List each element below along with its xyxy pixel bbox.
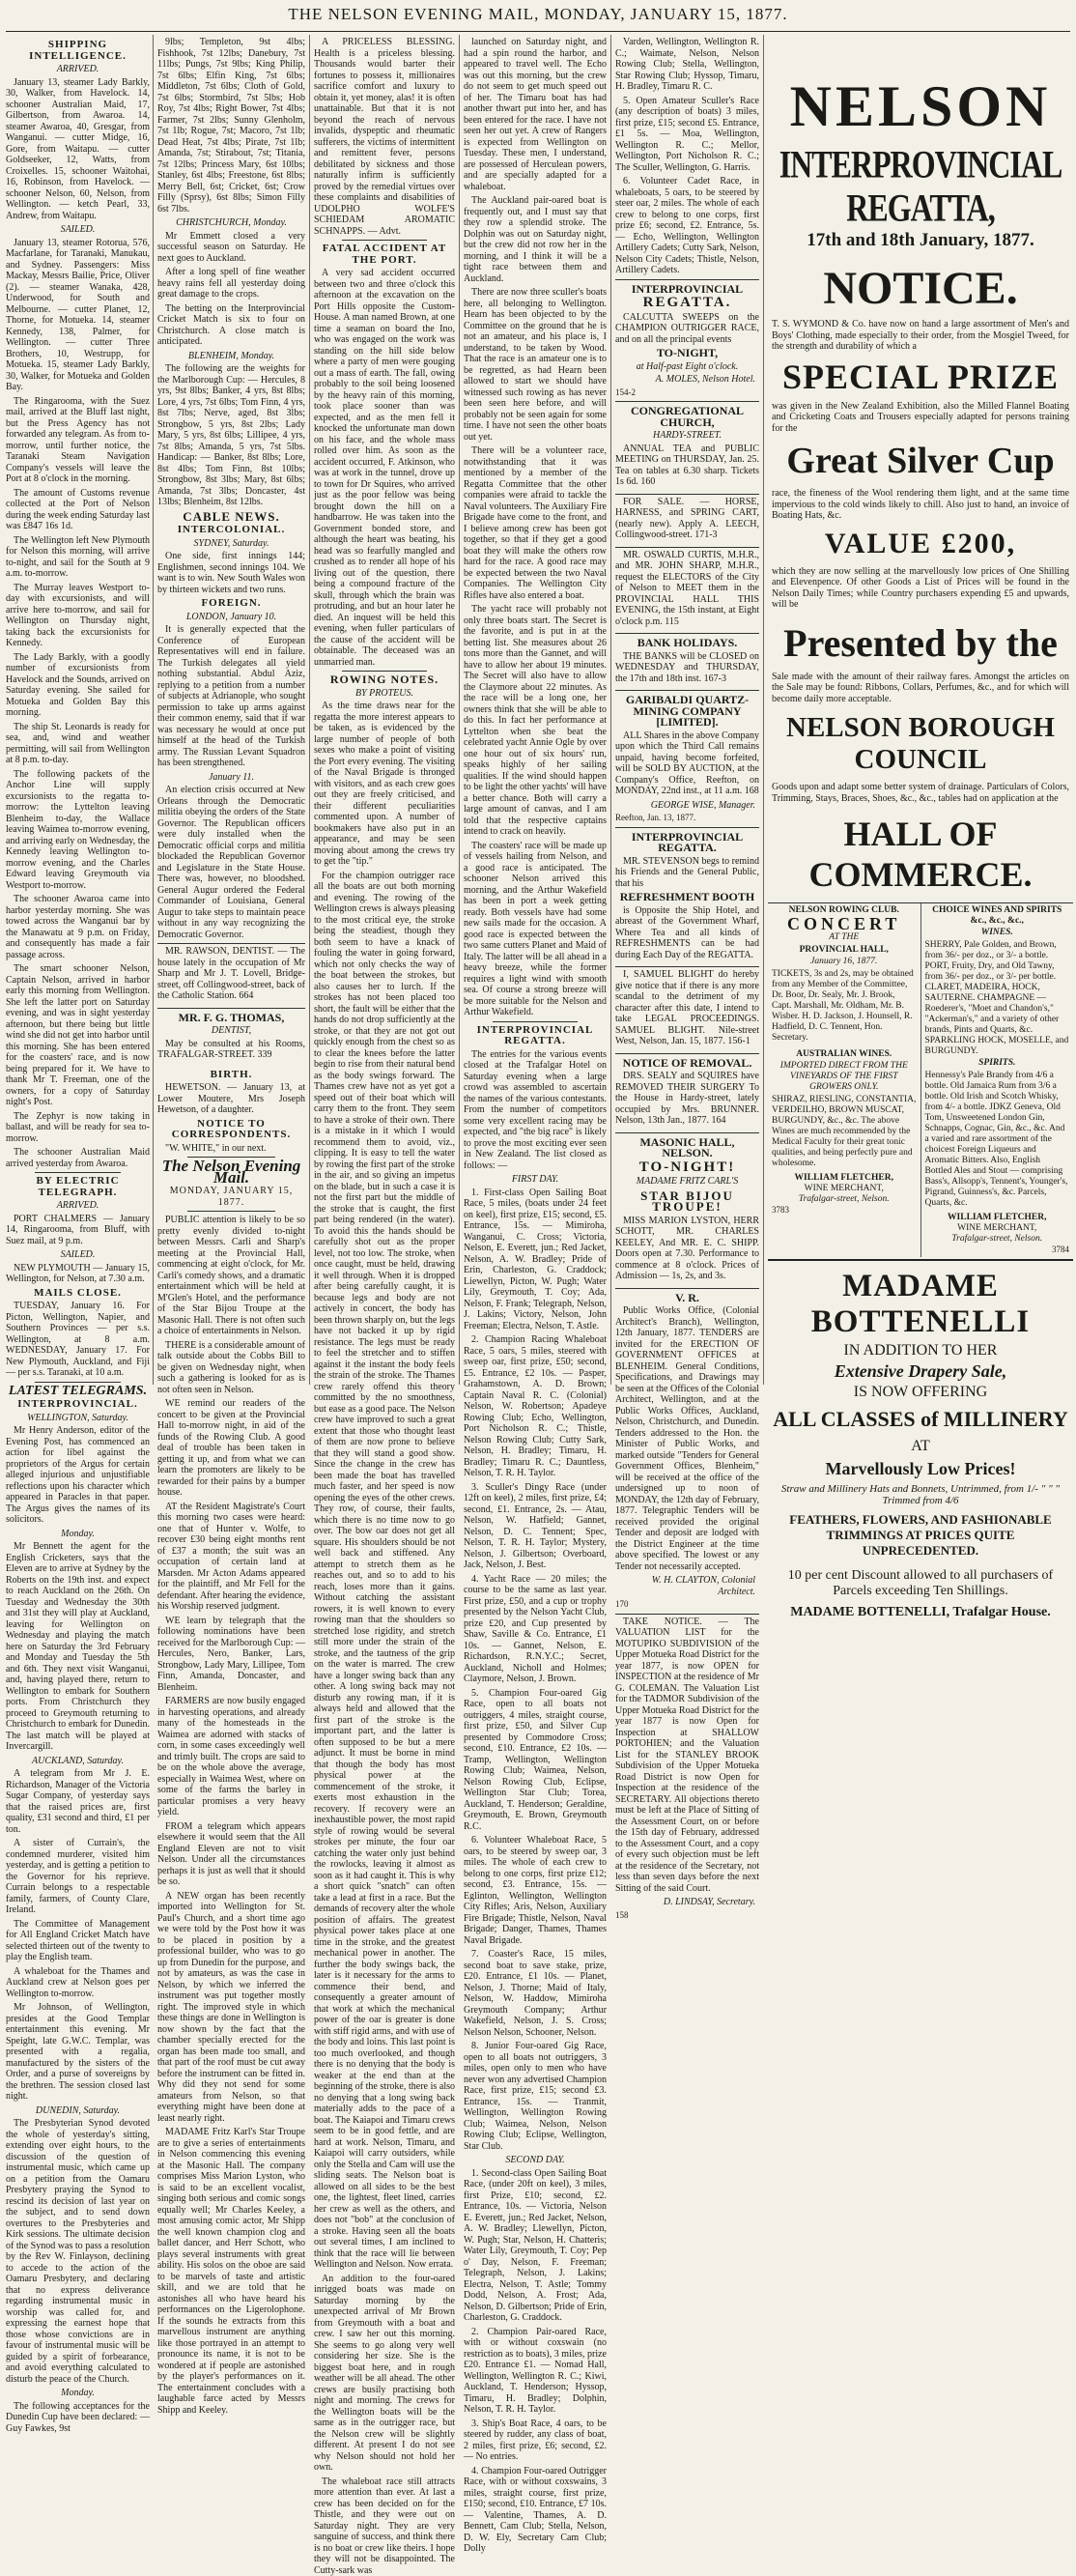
ad-congregational [615, 401, 759, 494]
column-divider [459, 35, 460, 1385]
ad-text: is Opposite the Ship Hotel, and abreast of the Government Wharf, Where Tea and all kinds of REFRESHMENTS can be had during Each Day of the REGATTA. [615, 905, 759, 961]
sailed-label: SAILED. [6, 1249, 150, 1261]
column-divider [153, 35, 154, 1385]
correspondents-heading: NOTICE TO CORRESPONDENTS. [157, 1119, 305, 1141]
paper-date: MONDAY, JANUARY 15, 1877. [157, 1186, 305, 1208]
race-entry: 1. First-class Open Sailing Boat Race, 5 miles, (boats under 24 feet on keel), first prize, £15; second, £5. Entrance, 15s. — Mimiroha, Wanganui, C. Cross; Victoria, Nelson, E. Everett, jun.; Red Jacket, Nelson, A. W. Bradley; Pride of Erin, Charleston, G. Craddock; Liewellyn, Picton, W. Pugh; Water Lily, Greymouth, T. Coy; Ada, Nelson, F. Frank; Telegraph, Nelson, J. Lakins; Victory, Nelson, John Freeman; Electra, Nelson, T. Astle. [464, 1188, 607, 1332]
ad-regatta-dates: 17th and 18th January, 1877. [768, 230, 1073, 251]
paragraph: The coasters' race will be made up of vessels hailing from Nelson, and a good race is anticipated. The schooner Nelson arrived this morning, and the Arthur Wakefield has been in port a week getting ready. Both vessels have had some new sails made for the occasion. A good race is expected between the two same cutters Planet and Maid of Italy. The latter will be all ahead in a heavy breeze, while the former requires a light wind with smooth sea. Of course a strong breeze will be more suitable for the Nelson and Arthur Wakefield. [464, 841, 607, 1018]
latest-telegrams-heading: LATEST TELEGRAMS. [6, 1386, 150, 1397]
paragraph: The Zephyr is now taking in ballast, and will be ready for sea to-morrow. [6, 1111, 150, 1145]
dateline: DUNEDIN, Saturday. [6, 2105, 150, 2117]
paragraph: The Lady Barkly, with a goodly number of excursionists from Havelock and the Sounds, arrived on Saturday evening. She sailed for Motueka and Golden Bay this morning. [6, 652, 150, 719]
ad-title: BANK HOLIDAYS. [615, 638, 759, 649]
ad-text: MR. RAWSON, DENTIST. — The house lately in the occupation of Mr Sharp and Mr J. T. Lovell, Bridge-street, off Collingwood-street, back of the Catholic Station. 664 [157, 946, 305, 1002]
birth-heading: BIRTH. [157, 1070, 305, 1081]
ad-subtitle: HARDY-STREET. [615, 430, 759, 442]
ad-title: MASONIC HALL, NELSON. [615, 1137, 759, 1159]
ad-text: DRS. SEALY and SQUIRES have REMOVED THEIR SURGERY To the House in Hardy-street, lately occupied by Mrs. BRUNNER. Nelson, 13th Jan., 1877. 164 [615, 1071, 759, 1127]
paragraph: Mr Johnson, of Wellington, presides at the Good Templar entertainment this evening. Mr Speight, late G.W.C. Templar, was presented with a regalia, manufactured by the sisters of the Order, and a purse of sovereigns by the brethren. The session closed last night. [6, 2002, 150, 2103]
ad-title: NELSON ROWING CLUB. [772, 905, 917, 916]
rowing-notes-heading: ROWING NOTES. [314, 674, 455, 686]
ad-tenders [615, 1288, 759, 1614]
ad-masonic-hall [615, 1132, 759, 1288]
editorial-paragraph: PUBLIC attention is likely to be so pretty evenly divided to-night between Messrs. Carli and Sharp's meeting at the Provincial Hall, commencing at eight o'clock, for Mr. Carli's comedy shows, and a dramatic entertainment which will be held at M'Glen's Hotel, and the performance of the Star Bijou Troupe at the Masonic Hall. There is not often such a choice of entertainments in Nelson. [157, 1215, 305, 1337]
ad-title: MR. F. G. THOMAS, [157, 1013, 305, 1024]
race-entry: 3. Ship's Boat Race, 4 oars, to be steered by rudder, any class of boat, 2 miles, first prize, £6; second, £2. — No entries. [464, 2419, 607, 2463]
ad-low-prices: Marvellously Low Prices! [768, 1459, 1073, 1479]
dateline: LONDON, January 10. [157, 612, 305, 623]
ad-blight-notice [615, 966, 759, 1053]
ad-refreshment-booth [615, 827, 759, 967]
ad-text: SHERRY, Pale Golden, and Brown, from 36/- per doz., or 3/- a bottle. PORT, Fruity, Dry, and Old Tawny, from 36/- per doz., or 3/- per bottle. CLARET, MADEIRA, HOCK, SAUTERNE. CHAMPAGNE — Roederer's, "Moet and Chandon's," "Ackerman's," and a variety of other brands, Pints and Quarts, &c. SPARKLING HOCK, MOSELLE, and BURGUNDY. [925, 940, 1070, 1057]
masthead: THE NELSON EVENING MAIL, MONDAY, JANUARY 15, 1877. [0, 0, 1076, 33]
ad-headline: REFRESHMENT BOOTH [615, 892, 759, 903]
dateline: January 11. [157, 772, 305, 784]
paragraph: The ship St. Leonards is ready for sea, and, wind and weather permitting, will sail from Wellington at 8 p.m. to-day. [6, 722, 150, 766]
divider [187, 1211, 276, 1212]
paragraph: The following are the weights for the Marlborough Cup: — Hercules, 8 yrs, 9st 8lbs; Banker, 4 yrs, 8st 8lbs; Lore, 4 yrs, 7st 6lbs; Tom Finn, 4 yrs, 8st 7lbs; Nerve, aged, 8st 3lbs; Strongbow, 5 yrs, 8st 2lbs; Lady Mary, 5 yrs, 8st 6lbs; Lillipee, 4 yrs, 7st 8lbs; Amanda, 5 yrs, 7st 5lbs. Handicap: — Banker, 8st 8lbs; Lore, 8st 4lbs; Tom Finn, 8st 10lbs; Strongbow, 8st 3lbs; Mary, 8st 6lbs; Amanda, 7st 3lbs; Doncaster, 4st 13lbs; Blenheim, 8st 12lbs. [157, 363, 305, 508]
ad-place: PROVINCIAL HALL, [772, 945, 917, 956]
ad-line: IS NOW OFFERING [768, 1384, 1073, 1401]
ad-text: Sale made with the amount of their railway fares. Amongst the articles on the Sale may be found: Ribbons, Collars, Perfumes, &c., and for which will become daily more acceptable. [768, 672, 1073, 705]
paragraph: For the champion outrigger race all the boats are out both morning and evening. The rowing of the Wellington crews is always pleasing to the most critical eye, the stroke being the steadiest, though they both seem to have a knack of fouling the water in going forward, which not only checks the way of the boat between the strokes, but also causes her to lurch. If the strokes has not been placed too short, the fault will be either that the hands do not drop sufficiently at the stroke, or that they are not got out quickly enough from the chest so as to clear the knees before the latter begin to rise from their natural bend as the body swings forward. The Thames crew have not as yet got a speed out of their boat which will carry them to the front. They seem to have a stroke of their own. There is a mistake in it which I would recommend them to avoid, viz., clipping. It is easy to tell the water by rowing the first part of the stroke in the air, and so giving an impetus on the blade, but in such a case it is not the first part but the middle of the stroke that is caught, the first part being rendered (in the water). To avoid this the hands should be carefully shot out as the proper level, not too low. The stroke, when once caught, must be held, drawing it well through. When it is dropped after being carefully caught, it is because legs and body are not actively in concert, the body has been thrown sharply on, but the legs have not backed it up by rigid resistance. The legs must be ready to feel the stretcher and to stiffen against it the instant the body feels the strain of the stroke. The Thames crew rarely offend this theory committed by the no smoothness, but ease as a good pace. The Nelson crew have improved to such a great extent that those who thought least of them are now prone to believe that they will stand a good show. Since the change in the crew has been made the boat has travelled much faster, and her speed is now opening the eyes of the other crews. They row, of course, their faults, which there is no time now to go over. The bow oar does not get all square. His shoulders should be not well back and stiffened. Any attempt to stretch them as he reaches out, and so to add to his reach, loses more than it gains. Without catching the assistant rowers, it is well known to every rowing man that the shoulders so stretched lose rigidity, and stretch still more under the strain of the stroke, and the tautness of the grip on the water is marred. The crew have a longer swing back than any other. A long swing back may not disturb any rowing man, if it is always held and allowed that the first part of the stroke is the important part, and the latter is often supposed to be but a mere adjunct. It must be borne in mind that though the body has most physical power at the commencement of the stroke, it exerts most exhaustion in the recovery. If recovery were an inexhaustible power, the most rapid style of rowing would be several strokes per minute, the four oar catching the water only just behind the rowlocks, leaving it almost as soon as it had caught it. This is why a short quick "snatch" can often take a lead at first in a race. But the demands of recovery alter the whole position of affairs. The greatest physical power takes place at one time in the stroke, and the greatest mechanical power in another. The further the body swings back, the later is it necessary for the arms to commence their bend, and consequently a greater amount of that work at which the mechanical power of the oar is greater is done with stiff rigid arms, and with use of the body and loins. This last point is too much overlooked, and though there is no denying that the body is weaker at the end than at the beginning of the stroke, there is also no denying that a long swing back materially adds to the pace of a boat. The Kaiapoi and Timaru crews seem to be in good fettle, and are hard at work. Nelson, Timaru, and Kaiapoi will carry outsiders, while only the Stella and Cam will use the sliding seats. The Nelson boat is allowed on all sides to be the best one, the lightest, fleet lined, carries her crew as well as the others, and does not "bob" at the conclusion of a stroke. Having seen all the boats out several times, I am inclined to think that the race will lie between Wellington and Nelson. Now errata. [314, 871, 455, 2271]
ad-text: MISS MARION LYSTON, HERR SCHOTT, MR. CHARLES KEELEY, And MR. E. C. SHIPP. Doors open at 7.30. Performance to commence at 8 o'clock. Prices of Admission — 1s, 2s, and 3s. [615, 1216, 759, 1282]
ad-signature: A. MOLES, Nelson Hotel. [615, 374, 755, 386]
ad-text: FOR SALE. — HORSE, HARNESS, and SPRING CART, (nearly new). Apply A. LEECH, Collingwood-street. 171-3 [615, 497, 759, 541]
ad-text: Hennessy's Pale Brandy from 4/6 a bottle. Old Jamaica Rum from 3/6 a bottle. Old Irish and Scotch Whisky, from 4/- a bottle. JDKZ Geneva, Old Tom, Unsweetened London Gin, Schnapps, Cognac, Gin, &c., &c. And a varied and rare assortment of the choicest Foreign Liqueurs and Aromatic Bitters. Also, English Bottled Ales and Stout — comprising Bass's, Allsopp's, Tennent's, Younger's, Pigrand, Guinness's, &c. Parcels, Quarts, &c. [925, 1071, 1070, 1209]
sailed-label: SAILED. [6, 224, 150, 236]
ad-notice-heading: NOTICE. [768, 265, 1073, 313]
shipping-heading: SHIPPING INTELLIGENCE. [6, 40, 150, 62]
ad-presented: Presented by the [768, 620, 1073, 666]
paragraph: An addition to the four-oared inrigged boats was made on Saturday morning by the unexpected arrival of Mr Brown from Greymouth with a boat and crew. I saw her out this morning. She seems to go along very well considering her size. She is the biggest boat here, and in rough weather will be all ahead. The other crews are busily practising both night and morning. The crews for the Wellington boats will be the same as in the outrigger race, but the Nelson crew will be slightly different. At present I do not see why Nelson should not hold her own. [314, 2274, 455, 2474]
ad-text: MR. STEVENSON begs to remind his Friends and the General Public, that his [615, 856, 759, 890]
dateline: WELLINGTON, Saturday. [6, 1413, 150, 1424]
ad-value: VALUE £200, [768, 528, 1073, 560]
paragraph: The schooner Australian Maid arrived yesterday from Awaroa. [6, 1147, 150, 1169]
editorial-paragraph: WE remind our readers of the concert to be given at the Provincial Hall to-morrow night, in aid of the funds of the Rowing Club. A good deal of trouble has been taken in getting it up, and from what we can learn the promoters are likely to be rewarded for their pains by a bumper house. [157, 1398, 305, 1499]
ad-number: 3784 [925, 1245, 1070, 1255]
paragraph: The Murray leaves Westport to-day with excursionists, and will arrive here to-morrow, and sail for Wellington on Thursday night, taking back the excursionists for Kennedy. [6, 583, 150, 649]
race-entry: 1. Second-class Open Sailing Boat Race, (under 20ft on keel), 3 miles, first Prize, £10; second, £2. Entrance, 10s. — Victoria, Nelson E. Everett, jun.; Red Jacket, Nelson, A. W. Bradley; Llewellyn, Picton, W. Pugh; Star, Nelson, H. Chatteris; Water Lily, Greymouth, T. Coy; Pep o' Day, Nelson, F. Freeman; Telegraph, Nelson, J. Lakins; Electra, Nelson, T. Astle; Tommy Dodd, Nelson, A. Frost; Ada, Nelson, D. Gilbertson; Pride of Erin, Charleston, G. Craddock. [464, 2168, 607, 2324]
ad-text: ANNUAL TEA and PUBLIC MEETING on THURSDAY, Jan. 25. Tea on tables at 6.30 sharp. Tickets 1s 6d. 160 [615, 444, 759, 488]
ad-electors [615, 547, 759, 634]
ad-line: AT [768, 1438, 1073, 1455]
ad-merchant-name: WILLIAM FLETCHER, [925, 1213, 1070, 1223]
ad-subtitle: MADAME FRITZ CARL'S [615, 1176, 759, 1188]
divider [342, 240, 427, 241]
first-day-label: FIRST DAY. [464, 1174, 607, 1186]
paragraph: A very sad accident occurred between two and three o'clock this afternoon at the excavation on the Port Hills opposite the Custom-House. A man named Brown, at one time a seaman on board the Ino, who was engaged on the work was standing on the hill side below where a party of men were gouging out a mass of earth. The fall, owing probably to the soil being loosened by the heavy rain of this morning, took place sooner than was expected, and as the men fell it knocked the unfortunate man down on his face, and the whole mass rolled over him. As soon as the accident occurred, F. Atkinson, who was at work in the tunnel, drove up to town for Dr Squires, who arrived just as the poor fellow was being brought down the hill on a handbarrow. He was taken into the Government bonded store, and although the heart was beating, his head was so fearfully mangled and crushed as to render all hope of his living out of the question, there being a compound fracture of the skull, through which the brain was protruding, and but an hour later he died. An inquest will be held this evening, when fuller particulars of the cause of the accident will be obtainable. The deceased was an unmarried man. [314, 268, 455, 668]
divider [768, 1259, 1073, 1261]
ad-signature: GEORGE WISE, Manager. [615, 800, 755, 812]
ad-text: I, SAMUEL BLIGHT do hereby give notice that if there is any more scandal to the detriment of my character after this date, I intend to take LEGAL PROCEEDINGS. SAMUEL BLIGHT. Nile-street West, Nelson, Jan. 15, 1877. 156-1 [615, 969, 759, 1047]
dateline: Monday. [6, 1529, 150, 1540]
ad-place: Reefton, Jan. 13, 1877. [615, 813, 759, 824]
ad-title: CONGREGATIONAL CHURCH, [615, 406, 759, 428]
ad-time: at Half-past Eight o'clock. [615, 361, 759, 373]
race-entry: 4. Yacht Race — 20 miles; the course to be the same as last year. First prize, £50, and a cup or trophy presented by the Nelson Yacht Club, prize £20, and Cup presented by Shaw, Saville & Co. Entrance, £1 10s. — Gannet, Nelson, E. Richardson, R.N.Y.C.; Secret, Auckland, Nicholl and Holmes; Claymore, Nelson, J. Brown. [464, 1574, 607, 1685]
ad-headline: CONCERT [772, 919, 917, 930]
paragraph: The Auckland pair-oared boat is frequently out, and I must say that they row a splendid stroke. The Dolphin was out on Saturday night, but the crew did not row her in the morning, and I think it will be a tight race between them and Auckland. [464, 195, 607, 284]
ad-text: was given in the New Zealand Exhibition, also the Milled Flannel Boating and Cricketing Coats and Trousers especially adapted for persons training for the [768, 401, 1073, 435]
ad-text: TAKE NOTICE. — The VALUATION LIST for the MOTUPIKO SUBDIVISION of the Upper Motueka Road District for the year 1877, is now OPEN for INSPECTION at the residence of Mr G. COLEMAN. The Valuation List for the TADMOR Subdivision of the Upper Motueka Road District for the year 1877 is now Open for Inspection at SHALLOW PORTOHIEN; and the Valuation List for the STANLEY BROOK Subdivision of the Upper Motueka Road District is now Open for Inspection at the residence of the SECRETARY. All objections thereto must be left at the Place of Sitting of the Assessment Court, on or before the 15th day of February, addressed to the Assessment Court, and a copy of every such objection must be left at the residence of the Secretary, not less than seven days before the next Sitting of the said Court. [615, 1617, 759, 1895]
paragraph: Mr Bennett the agent for the English Cricketers, says that the Eleven are to arrive at Sydney by the Roberts on the 19th inst. and expect to reach Auckland on the 26th. On Tuesday and Wednesday the 30th and 31st they will play at Auckland, leaving for Wellington on Wednesday and playing the match here on Saturday the 3rd February and Monday and Tuesday the 5th and 6th. They next visit Wanganui, and, having played there, return to Wellington to embark for Southern ports. From Christchurch they proceed to Greymouth returning to Christchurch to embark for Dunedin. The last match will be played at Invercargill. [6, 1541, 150, 1753]
paragraph: There are now three sculler's boats here, all belonging to Wellington. Hearn has been objected to by the Committee on the ground that he is not an amateur, and his place is, I understand, to be taken by Wood. That the race is an amateur one is to be regretted, as had Hearn been allowed to start we should have witnessed such rowing as has never been seen here before, and will probably not be seen again for some time. I have not seen the other boats out yet. [464, 287, 607, 443]
paragraph: One side, first innings 144; Englishmen, second innings 104. We want is to win. New South Wales won by thirteen wickets and two runs. [157, 551, 305, 595]
race-entry: 6. Volunteer Cadet Race, in whaleboats, 5 oars, to be steered by steer oar, 2 miles. The whole of each crew to belong to one corps, first prize £6; second, £2. Entrance, 5s. — Echo, Wellington, Wellington Artillery Cadets; Cutty Sark, Nelson, Nelson City Cadets; Thistle, Nelson, Artillery Cadets. [615, 176, 759, 276]
ad-bank-holidays [615, 633, 759, 690]
ad-title: AUSTRALIAN WINES. [772, 1049, 917, 1060]
paragraph: HEWETSON. — January 13, at Lower Moutere, Mrs Joseph Hewetson, of a daughter. [157, 1082, 305, 1116]
paragraph: It is generally expected that the Conference of European Representatives will end in failure. The Turkish delegates all yield nothing substantial. Abdul Aziz, replying to a petition from a number of subjects at Adrianople, who sought permission to take up arms against their common enemy, said that if war was necessary he would at once put himself at the head of the Turkish army. The Russian Levant Squadron has been strengthened. [157, 624, 305, 769]
paragraph: The following packets of the Anchor Line will supply excursionists to the regatta to-morrow: the Lyttelton leaving Blenheim to-day, the Wallace leaving Waimea to-morrow evening, and arriving early on Wednesday, the Kennedy leaving Wellington to-morrow evening, and the Charles Edward leaving Greymouth via Westport to-morrow. [6, 769, 150, 892]
ad-number: 170 [615, 1599, 759, 1611]
ad-discount: 10 per cent Discount allowed to all purchasers of Parcels exceeding Ten Shillings. [768, 1568, 1073, 1599]
column-divider [763, 35, 764, 1385]
ad-headline: REGATTA. [615, 298, 759, 309]
paragraph: 9lbs; Templeton, 9st 4lbs; Fishhook, 7st 12lbs; Danebury, 7st 11lbs; Pungs, 7st 9lbs; King Philip, 7st 6lbs; Elfin King, 7st 6lbs; Middleton, 7st 6lbs; Cloth of Gold, 7st 6lbs; Stormbird, 7st 5lbs; Hob Roy, 7st 4lbs; Right Bower, 7st 4lbs; Farmer, 7st 2lbs; Sunny Glenholm, 7st 1lb; Rogue, 7st; Macoro, 7st 1lb; Dead Heat, 7st 4lbs; Pirate, 7st 1lb; Amanda, 7st; Stirabout, 7st; Titania, 7st 12lbs; Princess Mary, 6st 10lbs; Stanley, 6st 4lbs; Freestone, 6st 8lbs; Merry Bell, 6st; Cricket, 6st; Crow Filly (Sprsy), 6st 8lbs; Simon Filly 6st 7lbs. [157, 37, 305, 215]
ad-tonight: TO-NIGHT, [615, 348, 759, 359]
race-entry: 8. Junior Four-oared Gig Race, open to all boats not outriggers, 3 miles, open only to men who have never won any advertised Champion Race, first prize, £15; second £3. Entrance, 15s. — Tranmit, Wellington, Wellington Rowing Club; Waimea, Nelson, Nelson Rowing Club; Eclipse, Wellington, Star Club. [464, 2041, 607, 2152]
paragraph: PORT CHALMERS — January 14, Ringarooma, from Bluff, with Suez mail, at 9 p.m. [6, 1214, 150, 1247]
ad-thomas [157, 1008, 305, 1067]
ad-text: T. S. WYMOND & Co. have now on hand a large assortment of Men's and Boys' Clothing, made especially to their order, from the Mosgiel Tweed, for the strength and durability of which a [768, 319, 1073, 353]
dateline: Monday. [6, 2388, 150, 2399]
byline: BY PROTEUS. [314, 688, 455, 700]
ad-line: IN ADDITION TO HER [768, 1342, 1073, 1360]
ad-rowing-club-concert [768, 903, 920, 1257]
dateline: CHRISTCHURCH, Monday. [157, 217, 305, 229]
ad-text: THE BANKS will be CLOSED on WEDNESDAY and THURSDAY, the 17th and 18th inst. 167-3 [615, 651, 759, 685]
ad-text: Goods upon and adapt some better system of drainage. Particulars of Colors, Trimming, Stays, Braces, Shoes, &c., &c., tables had on application at the [768, 782, 1073, 804]
ad-tonight: TO-NIGHT! [615, 1162, 759, 1174]
arrived-label: ARRIVED. [6, 64, 150, 75]
paragraph: A whaleboat for the Thames and Auckland crew at Nelson goes per Wellington to-morrow. [6, 1966, 150, 2000]
race-entry: 2. Champion Pair-oared Race, with or without coxswain (no restriction as to boats), 3 miles, prize £20. Entrance £1. — Nomad Hall, Wellington, Wellington R. C.; Kiwi, Auckland, T. Henderson; Hyssop, Timaru, H. Bradley; Dolphin, Nelson, T. R. H. Taylor. [464, 2327, 607, 2416]
paragraph: After a long spell of fine weather heavy rains fell all yesterday doing great damage to the crops. [157, 267, 305, 301]
ad-merchant-address: Trafalgar-street, Nelson. [925, 1234, 1070, 1245]
ad-text: which they are now selling at the marvellously low prices of One Shilling and Elevenpence. Of other Goods a List of Prices will be found in the Nelson Daily Times; while Country purchasers expending £5 and upwards, will be [768, 566, 1073, 611]
ad-rawson [157, 943, 305, 1008]
paragraph: The Presbyterian Synod devoted the whole of yesterday's sitting, extending over eight hours, to the discussion of the question of instrumental music, which came up on a petition from the Oamaru Presbytery praying the Synod to rescind its decision of last year on the subject, and to send down overtures to the Presbyteries and Kirk sessions. The ultimate decision of the Synod was to pass a resolution by the Rev W. Finlayson, declining to accede to the action of the Oamaru Presbytery, and declaring that no express deliverance regarding instrumental music in worship was called for, and expressing the earnest hope that those whose convictions are in favour of instrumental music will be guided by a spirit of forbearance, and avoid everything calculated to disturb the peace of the Church. [6, 2118, 150, 2385]
race-entry: 7. Coaster's Race, 15 miles, second boat to save stake, prize, £20. Entrance, £1 10s. — Planet, Nelson, J. Thorne; Maid of Italy, Nelson, W. Haddow, Mimiroha Greymouth Company; Arthur Wakefield, Nelson, J. S. Cross; Nelson Nelson, Schooner, Nelson. [464, 1949, 607, 2038]
ad-date: January 16, 1877. [772, 957, 917, 967]
dateline: AUCKLAND, Saturday. [6, 1756, 150, 1767]
ad-text: Public Works Office, (Colonial Architect's Branch), Wellington, 12th January, 1877. TENDERS are invited for the ERECTION OF GOVERNMENT OFFICES at BLENHEIM. General Conditions, Specifications, and Drawings may be seen at the Offices of the Colonial Architect, Wellington, and at the Public Works Offices, Auckland, Nelson, Christchurch, and Dunedin. Tenders addressed to the Hon. the Minister of Public Works, and marked outside "Tenders for General Government Offices, Blenheim," will be received at the office of the undersigned up to noon of MONDAY, the 12th day of February, 1877. Telegraphic Tenders will be received provided the original Tender and deposit are lodged with the District Engineer at the time above specified. The lowest or any Tender not necessarily accepted. [615, 1305, 759, 1572]
column-divider [610, 35, 611, 1385]
race-entry: 3. Sculler's Dingy Race (under 12ft on keel), 2 miles, first prize, £4; second, £1. Entrance, 2s. — Atau, Nelson, W. Hatfield; Gannet, Nelson, D. C. Tennent; Spec, Nelson, T. R. H. Taylor; Mystery, Nelson, J. Gilbertson; Overboard, Jack, Nelson, J. Best. [464, 1482, 607, 1571]
column-divider [309, 35, 310, 1385]
ad-calcutta-sweeps [615, 279, 759, 402]
cable-news-heading: CABLE NEWS. [157, 511, 305, 523]
paragraph: The Ringarooma, with the Suez mail, arrived at the Bluff last night, but the Press Agency has not forwarded any telegram. As from to-morrow, until further notice, the Taranaki Steam Navigation Company's vessels will leave the Port at 8 o'clock in the morning. [6, 396, 150, 485]
race-entry: Varden, Wellington, Wellington R. C.; Waimate, Nelson, Nelson Rowing Club; Stella, Wellington, Star Rowing Club; Hyssop, Timaru, H. Bradley, Timaru R. C. [615, 37, 759, 93]
ad-signature: D. LINDSAY, Secretary. [615, 1897, 755, 1908]
column-2 [157, 37, 305, 1385]
ad-valuation-list [615, 1614, 759, 1925]
ad-title: INTERPROVINCIAL [615, 284, 759, 296]
ad-madame-heading: MADAME BOTTENELLI [768, 1269, 1073, 1340]
dateline: BLENHEIM, Monday. [157, 351, 305, 362]
arrivals-text: January 13, steamer Lady Barkly, 30, Walker, from Havelock. 14, schooner Australian Maid, 17, Gilbertson, from Awaroa. 14, steamer Awaroa, 40, Gresgar, from Wanganui. — cutter Midge, 16, Gore, from Waitapu. — cutter Goldseeker, 12, Watts, from Croixelles. 15, schooner Waitohai, 16, Robinson, from Havelock. — schooner Nelson, 60, Nelson, from Wellington. — ketch Pearl, 33, Andrew, from Waitapu. [6, 77, 150, 222]
foreign-heading: FOREIGN. [157, 598, 305, 610]
fatal-accident-heading: FATAL ACCIDENT AT THE PORT. [314, 243, 455, 266]
ad-silver-cup: Great Silver Cup [768, 440, 1073, 482]
ad-subtitle: WINES. [925, 928, 1070, 938]
ad-at: AT THE [772, 932, 917, 943]
paragraph: A telegram from Mr J. E. Richardson, Manager of the Victoria Sugar Company, of yesterday says that the raised prices are, first quality, £31 second and third, £1 per ton. [6, 1768, 150, 1835]
divider [493, 1021, 579, 1022]
ad-council: NELSON BOROUGH COUNCIL [768, 712, 1073, 776]
paragraph: The amount of Customs revenue collected at the Port of Nelson during the week ending Saturday last was £847 16s 1d. [6, 488, 150, 532]
mails-heading: MAILS CLOSE. [6, 1288, 150, 1300]
race-entry: 6. Volunteer Whaleboat Race, 5 oars, to be steered by sweep oar, 3 miles. The whole of each crew to belong to one corps, first prize £12; second, £3. Entrance, 15s. — Eglinton, Wellington, Wellington City Rifles; Aris, Nelson, Auxiliary Fire Brigade; Thistle, Nelson, Naval Brigade; Danger, Thames, Thames Naval Brigade. [464, 1835, 607, 1946]
race-entry: 5. Champion Four-oared Gig Race, open to all boats not outriggers, 4 miles, straight course, first prize, £50, and Silver Cup presented by Commodore Cross; second, £10. Entrance, £2 10s. — Tramp, Wellington, Wellington Rowing Club; Waimea, Nelson, Nelson Rowing Club, Eclipse, Wellington Star Club; Torea, Auckland, T. Henderson; Geraldine, Greymouth, E. Brown, Greymouth R.C. [464, 1688, 607, 1833]
ad-number: 154-2 [615, 387, 759, 399]
arrived-label: ARRIVED. [6, 1200, 150, 1212]
ad-text: ALL Shares in the above Company upon which the Third Call remains unpaid, having become forfeited, will be SOLD BY AUCTION, at the Company's Office, Reefton, on MONDAY, 22nd inst., at 11 a.m. 168 [615, 730, 759, 797]
editorial-paragraph: MADAME Fritz Karl's Star Troupe are to give a series of entertainments in Nelson commencing this evening at the Masonic Hall. The company comprises Miss Marion Lyston, who is said to be an excellent vocalist, singing both serious and comic songs equally well; Mr Charles Keeley, a most amusing comic actor, Mr Shipp the well known champion clog and ballet dancer, and Herr Schott, who plays several instruments with great ability. His solos on the oboe are said to be marvels of taste and artistic skill, and we are told that he astonishes all who have heard his performances on the Ligerolophone. If the sounds he extracts from this marvellous instrument are anything like those portrayed in an attempt to pronounce its name, it is not to be wondered at if people are astonished by the player's performances on it. The entertainment concludes with a laughable farce acted by Messrs Shipp and Keeley. [157, 2127, 305, 2416]
ad-text: MR. OSWALD CURTIS, M.H.R., and MR. JOHN SHARP, M.H.R., request the ELECTORS of the City of Nelson to MEET them in the PROVINCIAL HALL THIS EVENING, the 15th instant, at Eight o'clock p.m. 115 [615, 550, 759, 628]
ad-merchant-address: Trafalgar-street, Nelson. [772, 1194, 917, 1205]
paragraph: The entries for the various events closed at the Trafalgar Hotel on Saturday evening when a large crowd was assembled to ascertain the names of the various contestants. From the number of competitors some very excellent racing may be expected, and "the big race" is likely to prove the most exciting ever seen in New Zealand. The list closed as follows: — [464, 1049, 607, 1172]
intercolonial-heading: INTERCOLONIAL. [157, 525, 305, 536]
race-entry: 2. Champion Racing Whaleboat Race, 5 oars, 5 miles, steered with sweep oar, first prize, £50; second, £5. Entrance, £2 10s. — Pasper, Grahamstown, A. D. Brown; Captain Naval R. C. (Colonial) Nelson, W. Robertson; Apadeye Rowing Club; Echo, Wellington, Port Nicholson R. C.; Thistle, Nelson Rowing Club; Cutty Sark, Nelson, H. Bradley; Timaru, H. Bradley; Timaru R. C.; Dauntless, Nelson, T. R. H. Taylor. [464, 1334, 607, 1479]
editorial-paragraph: WE learn by telegraph that the following nominations have been received for the Marlborough Cup: — Hercules, Nero, Banker, Lars, Strongbow, Lady Mary, Lillipee, Tom Finn, Amanda, Doncaster, and Blenheim. [157, 1616, 305, 1694]
paragraph: There will be a volunteer race, notwithstanding that it was mentioned by a member of the Regatta Committee that the other companies were afraid to tackle the Naval volunteers. The Auxiliary Fire Brigade have come to the front, and I believe among crew has been got together, so that if they get a good boat they will make the others row hard for the race. A good race may be expected between the two Naval Companies. The Wellington City Rifles have also entered a boat. [464, 445, 607, 601]
editorial-paragraph: A NEW organ has been recently imported into Wellington for St. Paul's Church, and a short time ago we were told by the Post how it was to be placed in position by a professional builder, who was to go up from Dunedin for the purpose, and not by amateurs, as was the case in Nelson, by which we inferred the instrument was put together mostly right. The improved style in which these things are done in Wellington is now shown by the fact that the chamber specially erected for the organ has been made too small, and that part of the roof must be cut away before the instrument can be fitted in. Why did they not send for some amateurs from Nelson, so that everything might have been done at least nearly right. [157, 1891, 305, 2125]
ad-merchant-role: WINE MERCHANT, [925, 1223, 1070, 1234]
ad-subtitle: DENTIST, [157, 1025, 305, 1037]
paragraph: Mr Emmett closed a very successful season on Saturday. He next goes to Auckland. [157, 231, 305, 265]
editorial-paragraph: THERE is a considerable amount of talk outside about the Cobbs Bill to be given on Wednesday night, when such a gathering is looked for as is not often seen in Nelson. [157, 1340, 305, 1396]
ad-text: CALCUTTA SWEEPS on the CHAMPION OUTRIGGER RACE, and on all the principal events [615, 312, 759, 346]
paragraph: As the time draws near for the regatta the more interest appears to be taken, as is evidenced by the large number of people of both sexes who make a point of visiting the Port every evening. The visiting of the Naval Brigade is thronged with visitors, and as each crew goes out they are freely criticised, and their different peculiarities commented upon. A number of bookmakers have also put in an appearance, and may be seen moving about among the crews try to get the "tip." [314, 701, 455, 868]
paragraph: The Committee of Management for All England Cricket Match have selected thirteen out of the twenty to play the English team. [6, 1919, 150, 1963]
paragraph: "W. WHITE," in our next. [157, 1143, 305, 1155]
ad-nelson-heading: NELSON [768, 75, 1073, 137]
ad-regatta-heading: INTERPROVINCIAL REGATTA, [768, 142, 1073, 229]
paragraph: NEW PLYMOUTH — January 15, Wellington, for Nelson, at 7.30 a.m. [6, 1263, 150, 1285]
ad-for-sale [615, 494, 759, 547]
display-advertisement [768, 37, 1073, 1385]
paragraph: The betting on the Interprovincial Cricket Match is six to four on Christchurch. A close match is anticipated. [157, 303, 305, 348]
masthead-rule [6, 31, 1070, 32]
ad-text: TICKETS, 3s and 2s, may be obtained from any Member of the Committee, Dr. Boor, Dr. Sealy, Mr. J. Brook, Capt. Marshall, Mr. Oldham, Mr. B. Wisber. H. D. Jackson, J. Hounsell, R. Hadfield, D. C. Tennent, Hon. Secretary. [772, 969, 917, 1044]
editorial-paragraph: AT the Resident Magistrate's Court this morning two cases were heard: one that of Hunter v. Wolfe, to recover £30 being eight months rent of £37 a month; the suit was an occupation of certain land at Marsden. Mr Acton Adams appeared for the plaintiff, and Mr Fell for the defendant. After hearing the evidence, his Worship reserved judgment. [157, 1502, 305, 1613]
ad-title: INTERPROVINCIAL REGATTA. [615, 832, 759, 854]
paragraph: The smart schooner Nelson, Captain Nelson, arrived in harbor early this morning from Wellington. She left the latter port on Saturday evening, and was in sight yesterday afternoon, but there being but little wind she did not get into harbor until this morning. She has been entered for the coasters' race, and is now being prepared for it. We have to thank Mr T. Freeman, one of the owners, for a copy of Saturday night's Post. [6, 963, 150, 1108]
ad-text: SHIRAZ, RIESLING, CONSTANTIA, VERDEILHO, BROWN MUSCAT, BURGUNDY, &c., &c. The above Wines are much recommended by the Medical Faculty for their great tonic qualities, and being perfectly pure and wholesome. [772, 1095, 917, 1169]
ad-hall-of-commerce: HALL OF COMMERCE. [768, 814, 1073, 895]
column-5 [615, 37, 759, 1385]
ad-garibaldi [615, 690, 759, 827]
telegraph-heading: BY ELECTRIC TELEGRAPH. [6, 1176, 150, 1198]
ad-number: 158 [615, 1910, 759, 1922]
paragraph: The yacht race will probably not only three boats start. The Secret is the favorite, and is put in at the betting list. She measures about 26 tons more than the Gannet, and will have to allow her about 19 minutes. The Secret will also have to allow the Claymore about 22 minutes. As the race will be a long one, her owners think that she will be able to do this. In fact her performance at Lyttelton when she beat the celebrated yacht Annie Ogle by over one hour out of six hours' run, speaks highly of her sailing qualities. If the wind should happen to be light the other yachts' will have a better chance. Both will carry a large amount of canvas, and I am told that the respective captains intend to crack on heavily. [464, 604, 607, 838]
second-day-label: SECOND DAY. [464, 2155, 607, 2166]
ad-straw-hats: Straw and Millinery Hats and Bonnets, Untrimmed, from 1/- " " " Trimmed from 4/6 [768, 1483, 1073, 1506]
ad-title: CHOICE WINES AND SPIRITS &c., &c., &c., [925, 905, 1070, 927]
ad-removal [615, 1053, 759, 1132]
ad-millinery: ALL CLASSES of MILLINERY [768, 1407, 1073, 1432]
ad-wines-spirits [920, 903, 1074, 1257]
ad-line: Extensive Drapery Sale, [768, 1361, 1073, 1382]
ad-feathers: FEATHERS, FLOWERS, AND FASHIONABLE TRIMMINGS AT PRICES QUITE UNPRECEDENTED. [768, 1512, 1073, 1559]
paragraph: The Wellington left New Plymouth for Nelson this morning, will arrive to-night, and sail for the South at 9 a.m. to-morrow. [6, 535, 150, 580]
ad-headline: STAR BIJOU TROUPE! [615, 1190, 759, 1213]
ad-number: 3783 [772, 1205, 917, 1216]
paragraph: The schooner Awaroa came into harbor yesterday morning. She was towed across the Wanganui bar by the Manawatu at 9 p.m. on Friday, and consequently has made a fair passage across. [6, 894, 150, 960]
editorial-paragraph: FARMERS are now busily engaged in harvesting operations, and already many of the homesteads in the Waimea are adorned with stacks of corn, in some cases exceedingly well and trimly built. The crops are said to be on the whole above the average, especially in Waimea West, where on some of the farms the barley in particular promises a very heavy yield. [157, 1696, 305, 1818]
ad-madame-footer: MADAME BOTTENELLI, Trafalgar House. [768, 1605, 1073, 1620]
ad-text: May be consulted at his Rooms, TRAFALGAR-STREET. 339 [157, 1039, 305, 1061]
sailings-text: January 13, steamer Rotorua, 576, Macfarlane, for Taranaki, Manukau, and Sydney. Passengers: Miss Mackay, Messrs Bailie, Price, Oliver (2). — steamer Wanaka, 428, Underwood, for South and Melbourne. — cutter Planet, 12, Thorne, for Motueka. 14, steamer Kennedy, 138, Palmer, for Wellington. — cutter Three Brothers, 10, Westrupp, for Motueka. 15, steamer Lady Barkly, 30, Walker, for Motueka and Golden Bay. [6, 238, 150, 393]
divider [35, 1172, 121, 1173]
interprovincial-heading: INTERPROVINCIAL. [6, 1399, 150, 1411]
editorial-paragraph: FROM a telegram which appears elsewhere it would seem that the All England Eleven are not to visit Nelson. Under all the circumstances perhaps it is just as well that it should be so. [157, 1821, 305, 1888]
column-3 [314, 37, 455, 1385]
paragraph: A PRICELESS BLESSING. Health is a priceless blessing. Thousands would barter their fortunes to possess it, millionaires sacrifice comfort and luxury to obtain it, yet money, alas! it is often unattainable. But that it is not beyond the reach of nervous invalids, dyspeptic and rheumatic sufferers, the victims of intermittent and remittent fever, persons debilitated by sickness and those naturally infirm is sufficiently proved by the remedial virtues over these complaints and disabilities of UDOLPHO WOLFE'S SCHIEDAM AROMATIC SCHNAPPS. — Advt. [314, 37, 455, 237]
ad-split-row [768, 902, 1073, 1257]
ad-text: race, the fineness of the Wool rendering them light, and at the same time impervious to the cold winds likely to chill. Also just to hand, an invoice of Boating Hats, &c. [768, 488, 1073, 522]
dateline: SYDNEY, Saturday. [157, 538, 305, 550]
ad-merchant-name: WILLIAM FLETCHER, [772, 1173, 917, 1184]
paragraph: Mr Henry Anderson, editor of the Evening Post, has commenced an action for libel against the proprietors of the Argus for certain alleged injurious and unjustifiable reflections upon his character which appeared in Paracles in that paper. The Argus gives the names of its solicitors. [6, 1425, 150, 1526]
column-1 [6, 37, 150, 1385]
divider [342, 671, 427, 672]
paragraph: The whaleboat race still attracts more attention than ever. At last a crew has been decided on for the Thistle, and they were out on Saturday night. They are very sanguine of success, and think there is no boat or crew like theirs. I hope they will not be disappointed. The Cutty-sark was [314, 2476, 455, 2576]
ad-signature: W. H. CLAYTON, Colonial Architect. [615, 1575, 755, 1597]
ad-title: NOTICE OF REMOVAL. [615, 1058, 759, 1070]
divider [35, 1382, 121, 1383]
paragraph: A sister of Currain's, the condemned murderer, visited him yesterday, and is getting a petition to the Governor for his reprieve. Currain belongs to a respectable family, farmers, of County Clare, Ireland. [6, 1838, 150, 1916]
ad-special-prize: SPECIAL PRIZE [768, 357, 1073, 397]
race-entry: 5. Open Amateur Sculler's Race (any description of boats) 3 miles, first prize, £15; second £5. Entrance, £1 5s. — Moa, Wellington, Wellington R. C.; Mellor, Wellington, Port Nicholson R. C.; The Sculler, Wellington, G. Harris. [615, 96, 759, 174]
ad-subtitle: IMPORTED DIRECT FROM THE VINEYARDS OF THE FIRST GROWERS ONLY. [772, 1061, 917, 1093]
paragraph: TUESDAY, January 16. For Picton, Wellington, Napier, and Southern Provinces — per s.s. Wellington, at 8 a.m. WEDNESDAY, January 17. For New Plymouth, Auckland, and Fiji — per s.s. Taranaki, at 10 a.m. [6, 1301, 150, 1379]
ad-subtitle: SPIRITS. [925, 1058, 1070, 1069]
paragraph: An election crisis occurred at New Orleans through the Democratic militia obeying the orders of the State Governor. The Republican officers were duly installed when the Democratic official corps and militia blockaded the Republican Governor and Legislature in the State House. There was, however, no bloodshed. General Augur ordered the Federal Commander of Louisiana, General Augur to take steps to maintain peace without in any way recognizing the Democratic Governor. [157, 785, 305, 940]
race-entry: 4. Champion Four-oared Outrigger Race, with or without coxswains, 3 miles, straight course, first prize, £150; second, £10. Entrance, £7 10s. — Valentine, Thames, A. D. Bennett, Cam Club; Stella, Nelson, D. W. Ely, Secretary Cam Club; Dolly [464, 2466, 607, 2555]
ad-merchant-role: WINE MERCHANT, [772, 1184, 917, 1194]
paragraph: launched on Saturday night, and had a spin round the harbor, and appeared to travel well. The Echo was out this morning, but the crew do not seem to get much speed out of her. The Timaru boat has had another thwart put into her, and has been entered for the race. I have not seen her out yet. A crew of Rangers is expected from Wellington on Tuesday. These men, I understand, are possessed of Herculean powers, and are specially adapted for a whaleboat. [464, 37, 607, 192]
paper-title: The Nelson Evening Mail. [157, 1160, 305, 1183]
paragraph: The following acceptances for the Dunedin Cup have been declared: — Guy Fawkes, 9st [6, 2401, 150, 2435]
ad-title: GARIBALDI QUARTZ-MINING COMPANY [LIMITED]. [615, 695, 759, 729]
column-4 [464, 37, 607, 1385]
ad-title: V. R. [615, 1293, 759, 1304]
regatta-heading: INTERPROVINCIAL REGATTA. [464, 1025, 607, 1047]
